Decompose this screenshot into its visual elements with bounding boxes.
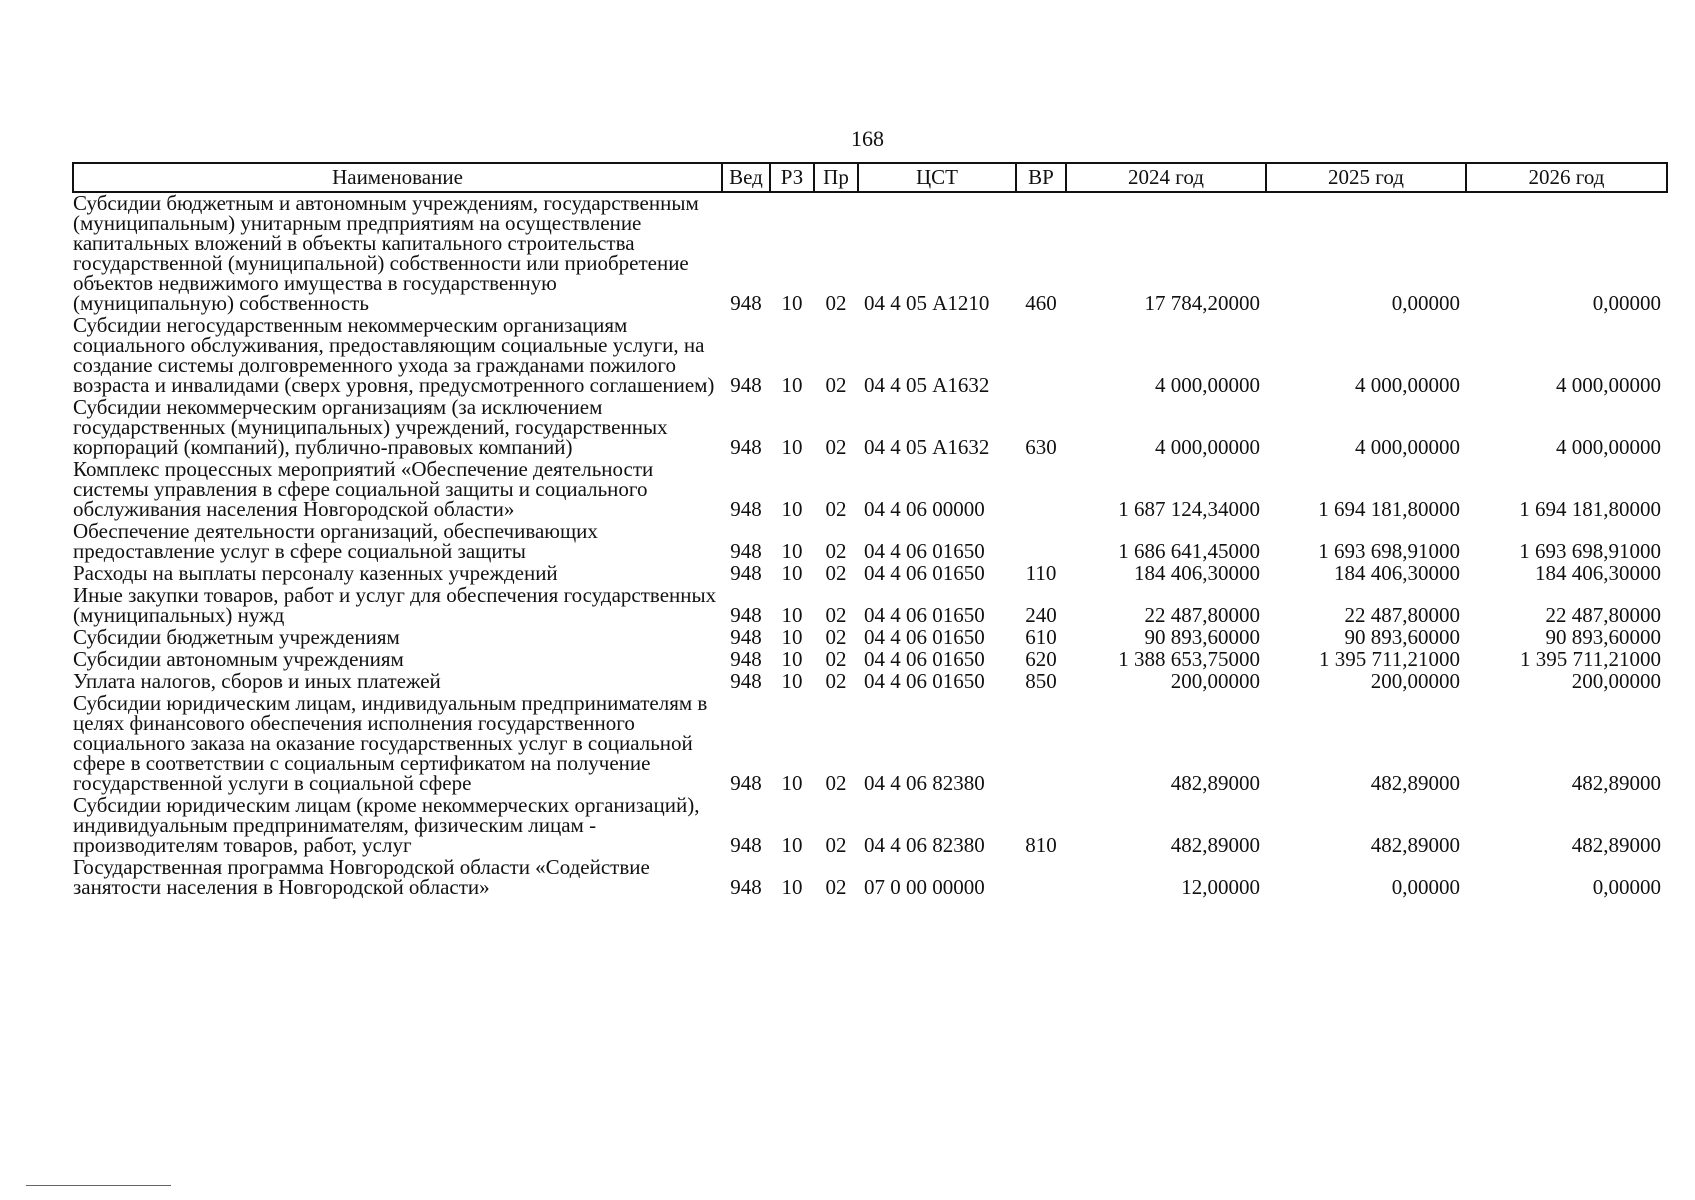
table-row: [73, 521, 1667, 563]
row-rz: 10: [781, 373, 803, 397]
row-amount-2024: 482,89000: [1170, 771, 1260, 795]
table-row: [73, 671, 1667, 693]
row-vr: [1016, 857, 1066, 899]
row-vr: 620: [1025, 647, 1057, 671]
row-pr: 02: [825, 603, 847, 627]
row-amount-2025: 200,00000: [1370, 669, 1460, 693]
row-rz: 10: [781, 625, 803, 649]
row-cst: 04 4 06 82380: [864, 771, 985, 795]
row-ved: 948: [730, 603, 762, 627]
row-name: Субсидии юридическим лицам, индивидуальным предпринимателям в целях финансового обеспечения исполнения государственного социального заказа на оказание государственных услуг в социальной сфере в соответствии с социальным сертификатом на получение государственной услуги в социальной сфере: [73, 691, 708, 795]
row-amount-2025: 0,00000: [1391, 291, 1460, 315]
row-pr: 02: [825, 647, 847, 671]
row-vr: 460: [1025, 291, 1057, 315]
row-name: Обеспечение деятельности организаций, обеспечивающих предоставление услуг в сфере социальной защиты: [73, 519, 598, 563]
row-pr: 02: [825, 497, 847, 521]
row-name: Субсидии автономным учреждениям: [73, 647, 404, 671]
table-row: [73, 397, 1667, 459]
row-amount-2024: 1 686 641,45000: [1118, 539, 1260, 563]
row-cst: 04 4 06 01650: [864, 561, 985, 585]
row-amount-2025: 1 694 181,80000: [1318, 497, 1460, 521]
row-vr: 240: [1025, 603, 1057, 627]
row-rz: 10: [781, 771, 803, 795]
row-amount-2026: 482,89000: [1571, 833, 1661, 857]
row-amount-2024: 17 784,20000: [1144, 291, 1260, 315]
row-pr: 02: [825, 373, 847, 397]
row-pr: 02: [825, 875, 847, 899]
row-vr: [1016, 521, 1066, 563]
row-ved: 948: [730, 291, 762, 315]
row-cst: 04 4 06 01650: [864, 539, 985, 563]
row-ved: 948: [730, 561, 762, 585]
row-name: Комплекс процессных мероприятий «Обеспечение деятельности системы управления в сфере социальной защиты и социального обслуживания населения Новгородской области»: [73, 457, 654, 521]
row-cst: 04 4 06 01650: [864, 647, 985, 671]
header-vr: ВР: [1016, 163, 1066, 192]
row-cst: 04 4 05 А1632: [864, 373, 990, 397]
row-pr: 02: [825, 625, 847, 649]
row-vr: 610: [1025, 625, 1057, 649]
row-amount-2024: 1 687 124,34000: [1118, 497, 1260, 521]
row-amount-2026: 22 487,80000: [1545, 603, 1661, 627]
row-amount-2026: 184 406,30000: [1535, 561, 1661, 585]
row-pr: 02: [825, 833, 847, 857]
page-number: 168: [851, 126, 884, 151]
row-amount-2024: 12,00000: [1181, 875, 1260, 899]
table-row: [73, 563, 1667, 585]
table-row: [73, 192, 1667, 315]
row-rz: 10: [781, 539, 803, 563]
row-amount-2025: 4 000,00000: [1355, 435, 1460, 459]
row-rz: 10: [781, 561, 803, 585]
header-rz: РЗ: [770, 163, 814, 192]
row-name: Субсидии негосударственным некоммерческим организациям социального обслуживания, предоставляющим социальные услуги, на создание системы долговременного ухода за гражданами пожилого возраста и инвалидами (сверх уровня, предусмотренного соглашением): [73, 313, 715, 397]
row-vr: [1016, 459, 1066, 521]
row-rz: 10: [781, 669, 803, 693]
row-ved: 948: [730, 625, 762, 649]
row-amount-2026: 1 693 698,91000: [1519, 539, 1661, 563]
header-year-2026: 2026 год: [1466, 163, 1667, 192]
row-amount-2026: 482,89000: [1571, 771, 1661, 795]
row-cst: 04 4 06 01650: [864, 625, 985, 649]
row-amount-2025: 4 000,00000: [1355, 373, 1460, 397]
row-cst: 04 4 05 А1210: [864, 291, 990, 315]
header-cst: ЦСТ: [858, 163, 1016, 192]
row-amount-2026: 1 694 181,80000: [1519, 497, 1661, 521]
budget-table: [72, 162, 1668, 899]
row-rz: 10: [781, 497, 803, 521]
row-ved: 948: [730, 497, 762, 521]
row-amount-2025: 1 693 698,91000: [1318, 539, 1460, 563]
table-row: [73, 585, 1667, 627]
table-header: [73, 163, 1667, 192]
table-row: [73, 795, 1667, 857]
row-name: Уплата налогов, сборов и иных платежей: [73, 669, 441, 693]
row-amount-2024: 4 000,00000: [1155, 373, 1260, 397]
row-name: Субсидии юридическим лицам (кроме некоммерческих организаций), индивидуальным предпринимателям, физическим лицам - производителям товаров, работ, услуг: [73, 793, 700, 857]
header-ved: Вед: [722, 163, 770, 192]
row-amount-2025: 482,89000: [1370, 833, 1460, 857]
header-year-2024: 2024 год: [1066, 163, 1266, 192]
row-cst: 07 0 00 00000: [864, 875, 985, 899]
row-rz: 10: [781, 291, 803, 315]
table-row: [73, 693, 1667, 795]
row-name: Расходы на выплаты персоналу казенных учреждений: [73, 561, 558, 585]
row-amount-2026: 90 893,60000: [1545, 625, 1661, 649]
row-amount-2026: 200,00000: [1571, 669, 1661, 693]
row-ved: 948: [730, 833, 762, 857]
row-vr: 810: [1025, 833, 1057, 857]
row-cst: 04 4 05 А1632: [864, 435, 990, 459]
row-ved: 948: [730, 771, 762, 795]
row-vr: 630: [1025, 435, 1057, 459]
row-pr: 02: [825, 561, 847, 585]
row-pr: 02: [825, 669, 847, 693]
row-ved: 948: [730, 435, 762, 459]
row-vr: [1016, 315, 1066, 397]
footer-divider: [26, 1185, 171, 1186]
row-vr: 850: [1025, 669, 1057, 693]
row-ved: 948: [730, 875, 762, 899]
row-pr: 02: [825, 435, 847, 459]
row-ved: 948: [730, 647, 762, 671]
row-amount-2025: 184 406,30000: [1334, 561, 1460, 585]
row-rz: 10: [781, 435, 803, 459]
header-year-2025: 2025 год: [1266, 163, 1466, 192]
row-name: Субсидии бюджетным учреждениям: [73, 625, 400, 649]
row-amount-2025: 0,00000: [1391, 875, 1460, 899]
row-pr: 02: [825, 539, 847, 563]
row-amount-2025: 90 893,60000: [1344, 625, 1460, 649]
row-cst: 04 4 06 01650: [864, 669, 985, 693]
row-amount-2024: 184 406,30000: [1134, 561, 1260, 585]
row-amount-2024: 200,00000: [1170, 669, 1260, 693]
row-name: Государственная программа Новгородской области «Содействие занятости населения в Новгородской области»: [73, 855, 650, 899]
header-pr: Пр: [814, 163, 858, 192]
table-body: [73, 192, 1667, 899]
row-ved: 948: [730, 373, 762, 397]
row-amount-2024: 482,89000: [1170, 833, 1260, 857]
row-amount-2024: 1 388 653,75000: [1118, 647, 1260, 671]
row-amount-2026: 4 000,00000: [1556, 373, 1661, 397]
row-amount-2026: 0,00000: [1592, 291, 1661, 315]
row-amount-2024: 90 893,60000: [1144, 625, 1260, 649]
row-pr: 02: [825, 291, 847, 315]
row-amount-2026: 1 395 711,21000: [1520, 647, 1661, 671]
table-row: [73, 459, 1667, 521]
row-cst: 04 4 06 01650: [864, 603, 985, 627]
row-rz: 10: [781, 603, 803, 627]
row-rz: 10: [781, 647, 803, 671]
row-amount-2025: 1 395 711,21000: [1319, 647, 1460, 671]
row-ved: 948: [730, 539, 762, 563]
table-row: [73, 649, 1667, 671]
table-row: [73, 627, 1667, 649]
row-amount-2026: 0,00000: [1592, 875, 1661, 899]
row-ved: 948: [730, 669, 762, 693]
row-cst: 04 4 06 82380: [864, 833, 985, 857]
table-row: [73, 315, 1667, 397]
row-vr: 110: [1025, 561, 1057, 585]
row-amount-2024: 4 000,00000: [1155, 435, 1260, 459]
table-row: [73, 857, 1667, 899]
row-amount-2026: 4 000,00000: [1556, 435, 1661, 459]
row-amount-2025: 22 487,80000: [1344, 603, 1460, 627]
row-name: Иные закупки товаров, работ и услуг для обеспечения государственных (муниципальных) нужд: [73, 583, 717, 627]
row-amount-2025: 482,89000: [1370, 771, 1460, 795]
header-name: Наименование: [73, 163, 722, 192]
row-rz: 10: [781, 875, 803, 899]
row-name: Субсидии бюджетным и автономным учреждениям, государственным (муниципальным) унитарным предприятиям на осуществление капитальных вложений в объекты капитального строительства государственной (муниципальной) собственности или приобретение объектов недвижимого имущества в государственную (муниципальную) собственность: [73, 191, 699, 315]
row-amount-2024: 22 487,80000: [1144, 603, 1260, 627]
row-vr: [1016, 693, 1066, 795]
row-rz: 10: [781, 833, 803, 857]
row-name: Субсидии некоммерческим организациям (за исключением государственных (муниципальных) учреждений, государственных корпораций (компаний), публично-правовых компаний): [73, 395, 668, 459]
row-pr: 02: [825, 771, 847, 795]
row-cst: 04 4 06 00000: [864, 497, 985, 521]
